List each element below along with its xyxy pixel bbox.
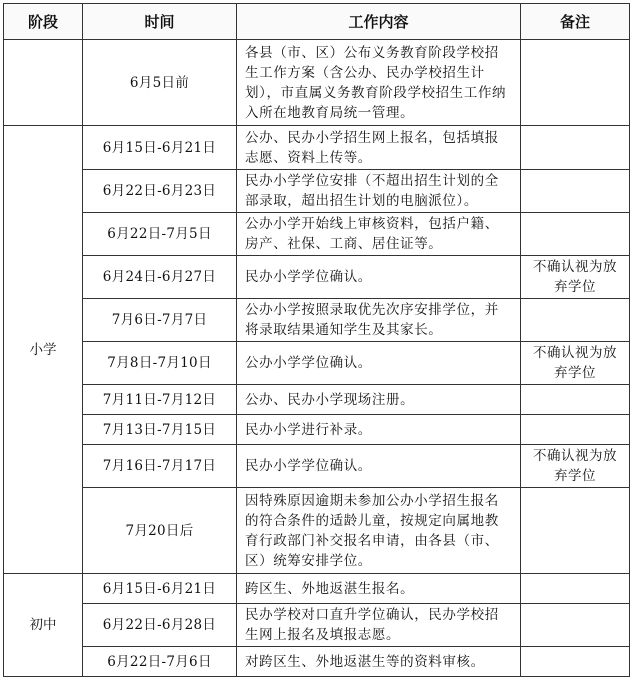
time-cell: 6月22日-6月28日 — [83, 604, 237, 647]
note-cell: 不确认视为放弃学位 — [521, 445, 630, 488]
note-cell — [521, 213, 630, 256]
content-cell: 民办小学学位安排（不超出招生计划的全部录取，超出招生计划的电脑派位）。 — [237, 170, 521, 213]
content-cell: 因特殊原因逾期未参加公办小学招生报名的符合条件的适龄儿童，按规定向属地教育行政部门补交报名申请，由各县（市、区）统筹安排学位。 — [237, 488, 521, 574]
time-cell: 6月22日-6月23日 — [83, 170, 237, 213]
note-cell — [521, 647, 630, 677]
content-cell: 公办小学按照录取优先次序安排学位，并将录取结果通知学生及其家长。 — [237, 299, 521, 342]
table-row — [4, 342, 630, 385]
note-cell — [521, 385, 630, 415]
table-row — [4, 574, 630, 604]
table-row — [4, 126, 630, 170]
time-cell: 6月24日-6月27日 — [83, 256, 237, 299]
note-cell — [521, 415, 630, 445]
content-cell: 各县（市、区）公布义务教育阶段学校招生工作方案（含公办、民办学校招生计划），市直属义务教育阶段学校招生工作纳入所在地教育局统一管理。 — [237, 40, 521, 126]
note-cell — [521, 126, 630, 170]
header-note: 备注 — [521, 4, 630, 40]
table-row — [4, 445, 630, 488]
time-cell: 7月11日-7月12日 — [83, 385, 237, 415]
table-row — [4, 604, 630, 647]
table-row — [4, 213, 630, 256]
table-row — [4, 488, 630, 574]
header-content: 工作内容 — [237, 4, 521, 40]
header-time: 时间 — [83, 4, 237, 40]
table-row — [4, 385, 630, 415]
time-cell: 7月16日-7月17日 — [83, 445, 237, 488]
time-cell: 6月22日-7月5日 — [83, 213, 237, 256]
content-cell: 公办、民办小学招生网上报名，包括填报志愿、资料上传等。 — [237, 126, 521, 170]
note-cell — [521, 574, 630, 604]
time-cell: 7月20日后 — [83, 488, 237, 574]
stage-cell-primary: 小学 — [4, 126, 83, 574]
enrollment-schedule-table — [3, 3, 630, 677]
time-cell: 7月13日-7月15日 — [83, 415, 237, 445]
table-row — [4, 40, 630, 126]
time-cell: 7月8日-7月10日 — [83, 342, 237, 385]
table-row — [4, 647, 630, 677]
content-cell: 跨区生、外地返湛生报名。 — [237, 574, 521, 604]
note-cell — [521, 299, 630, 342]
header-stage: 阶段 — [4, 4, 83, 40]
time-cell: 6月15日-6月21日 — [83, 126, 237, 170]
time-cell: 6月5日前 — [83, 40, 237, 126]
note-cell — [521, 604, 630, 647]
content-cell: 民办学校对口直升学位确认，民办学校招生网上报名及填报志愿。 — [237, 604, 521, 647]
content-cell: 公办小学开始线上审核资料，包括户籍、房产、社保、工商、居住证等。 — [237, 213, 521, 256]
time-cell: 6月22日-7月6日 — [83, 647, 237, 677]
time-cell: 6月15日-6月21日 — [83, 574, 237, 604]
content-cell: 民办小学学位确认。 — [237, 445, 521, 488]
content-cell: 公办、民办小学现场注册。 — [237, 385, 521, 415]
stage-cell-junior: 初中 — [4, 574, 83, 677]
content-cell: 民办小学学位确认。 — [237, 256, 521, 299]
header-row — [4, 4, 630, 40]
stage-cell-pre — [4, 40, 83, 126]
table-row — [4, 170, 630, 213]
time-cell: 7月6日-7月7日 — [83, 299, 237, 342]
note-cell: 不确认视为放弃学位 — [521, 256, 630, 299]
note-cell — [521, 170, 630, 213]
content-cell: 民办小学进行补录。 — [237, 415, 521, 445]
table-row — [4, 256, 630, 299]
table-row — [4, 299, 630, 342]
note-cell — [521, 488, 630, 574]
content-cell: 对跨区生、外地返湛生等的资料审核。 — [237, 647, 521, 677]
note-cell: 不确认视为放弃学位 — [521, 342, 630, 385]
content-cell: 公办小学学位确认。 — [237, 342, 521, 385]
table-row — [4, 415, 630, 445]
note-cell — [521, 40, 630, 126]
